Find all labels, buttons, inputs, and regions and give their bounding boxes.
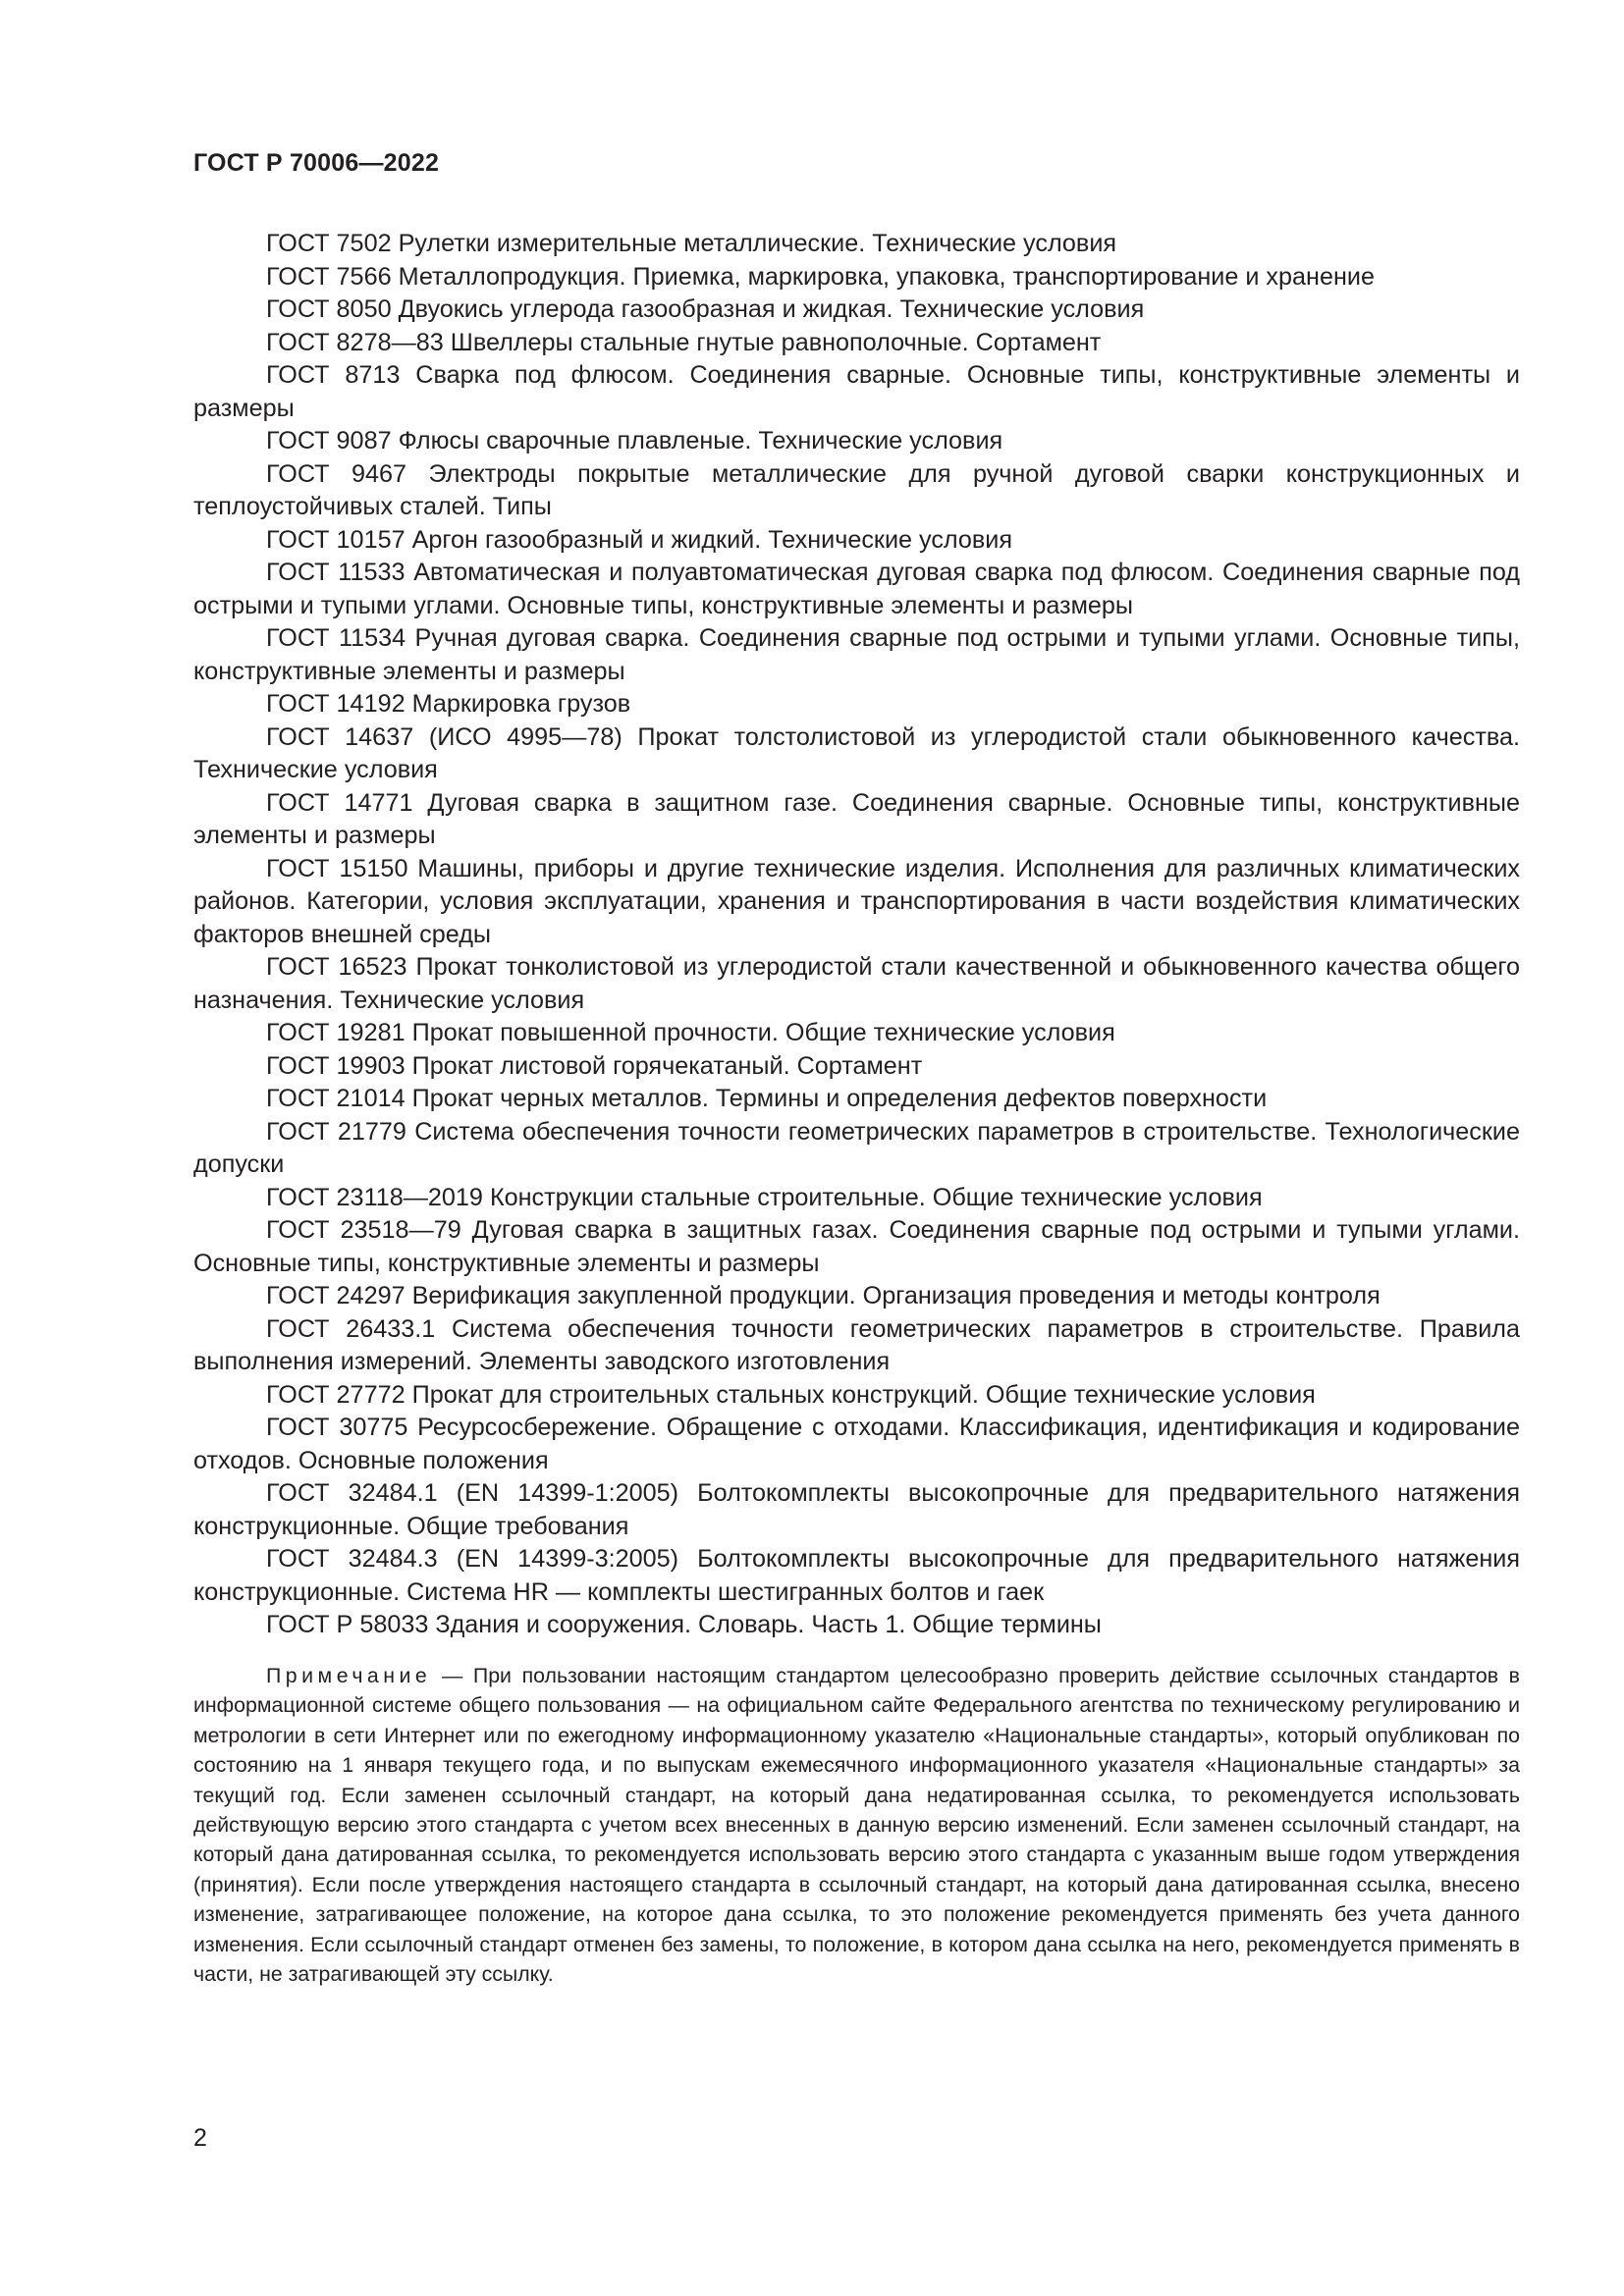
reference-item: ГОСТ 15150 Машины, приборы и другие технические изделия. Исполнения для различных климатических районов. Категории, условия эксплуатации, хранения и транспортирования в части воздействия климатических факторов внешней среды [193,854,1520,948]
reference-item: ГОСТ 7502 Рулетки измерительные металлические. Технические условия [266,230,1117,257]
reference-item: ГОСТ 32484.1 (EN 14399-1:2005) Болтокомплекты высокопрочные для предварительного натяжения конструкционные. Общие требования [193,1479,1520,1540]
reference-item: ГОСТ 9467 Электроды покрытые металлические для ручной дуговой сварки конструкционных и теплоустойчивых сталей. Типы [193,459,1520,520]
reference-item: ГОСТ 23518—79 Дуговая сварка в защитных газах. Соединения сварные под острыми и тупыми углами. Основные типы, конструктивные элементы и размеры [193,1216,1520,1277]
reference-item: ГОСТ 26433.1 Система обеспечения точности геометрических параметров в строительстве. Правила выполнения измерений. Элементы заводского изготовления [193,1314,1520,1375]
reference-item: ГОСТ 14637 (ИСО 4995—78) Прокат толстолистовой из углеродистой стали обыкновенного качества. Технические условия [193,722,1520,783]
reference-item: ГОСТ 8050 Двуокись углерода газообразная и жидкая. Технические условия [266,295,1145,323]
normative-references-list [193,228,1520,1642]
note-label: Примечание [266,1664,432,1687]
reference-item: ГОСТ 16523 Прокат тонколистовой из углеродистой стали качественной и обыкновенного качества общего назначения. Технические условия [193,953,1520,1014]
reference-item: ГОСТ Р 58033 Здания и сооружения. Словарь. Часть 1. Общие термины [266,1611,1102,1638]
reference-item: ГОСТ 21014 Прокат черных металлов. Термины и определения дефектов поверхности [266,1085,1268,1112]
reference-item: ГОСТ 10157 Аргон газообразный и жидкий. Технические условия [266,525,1013,554]
reference-item: ГОСТ 19281 Прокат повышенной прочности. Общие технические условия [266,1019,1115,1046]
reference-item: ГОСТ 19903 Прокат листовой горячекатаный. Сортамент [266,1051,923,1080]
reference-item: ГОСТ 7566 Металлопродукция. Приемка, маркировка, упаковка, транспортирование и хранение [266,262,1375,291]
standard-designation: ГОСТ Р 70006—2022 [193,149,440,177]
reference-item: ГОСТ 9087 Флюсы сварочные плавленые. Технические условия [266,427,1003,454]
reference-item: ГОСТ 14771 Дуговая сварка в защитном газе. Соединения сварные. Основные типы, конструктивные элементы и размеры [193,788,1520,849]
reference-item: ГОСТ 21779 Система обеспечения точности геометрических параметров в строительстве. Технологические допуски [193,1117,1520,1178]
reference-item: ГОСТ 24297 Верификация закупленной продукции. Организация проведения и методы контроля [266,1282,1380,1309]
note-paragraph [193,1661,1520,1989]
reference-item: ГОСТ 8278—83 Швеллеры стальные гнутые равнополочные. Сортамент [266,328,1102,356]
reference-item: ГОСТ 11533 Автоматическая и полуавтоматическая дуговая сварка под флюсом. Соединения сварные под острыми и тупыми углами. Основные типы, конструктивные элементы и размеры [193,559,1520,619]
reference-item: ГОСТ 23118—2019 Конструкции стальные строительные. Общие технические условия [266,1183,1263,1211]
note-separator: — [431,1664,473,1687]
page-number: 2 [193,2124,207,2152]
reference-item: ГОСТ 30775 Ресурсосбережение. Обращение с отходами. Классификация, идентификация и кодирование отходов. Основные положения [193,1414,1520,1474]
reference-item: ГОСТ 14192 Маркировка грузов [266,690,631,718]
reference-item: ГОСТ 27772 Прокат для строительных стальных конструкций. Общие технические условия [266,1380,1316,1409]
reference-item: ГОСТ 11534 Ручная дуговая сварка. Соединения сварные под острыми и тупыми углами. Основные типы, конструктивные элементы и размеры [193,624,1520,685]
reference-item: ГОСТ 32484.3 (EN 14399-3:2005) Болтокомплекты высокопрочные для предварительного натяжения конструкционные. Система HR — комплекты шестигранных болтов и гаек [193,1545,1520,1606]
note-text: При пользовании настоящим стандартом целесообразно проверить действие ссылочных стандартов в информационной системе общего пользования — на официальном сайте Федерального агентства по техническому регулированию и метрологии в сети Интернет или по ежегодному информационному указателю «Национальные стандарты», который опубликован по состоянию на 1 января текущего года, и по выпускам ежемесячного информационного указателя «Национальные стандарты» за текущий год. Если заменен ссылочный стандарт, на который дана недатированная ссылка, то рекомендуется использовать действующую версию этого стандарта с учетом всех внесенных в данную версию изменений. Если заменен ссылочный стандарт, на который дана датированная ссылка, то рекомендуется использовать версию этого стандарта с указанным выше годом утверждения (принятия). Если после утверждения настоящего стандарта в ссылочный стандарт, на который дана датированная ссылка, внесено изменение, затрагивающее положение, на которое дана ссылка, то это положение рекомендуется применять без учета данного изменения. Если ссылочный стандарт отменен без замены, то положение, в котором дана ссылка на него, рекомендуется применять в части, не затрагивающей эту ссылку. [193,1664,1520,1987]
reference-item: ГОСТ 8713 Сварка под флюсом. Соединения сварные. Основные типы, конструктивные элементы и размеры [193,361,1520,422]
